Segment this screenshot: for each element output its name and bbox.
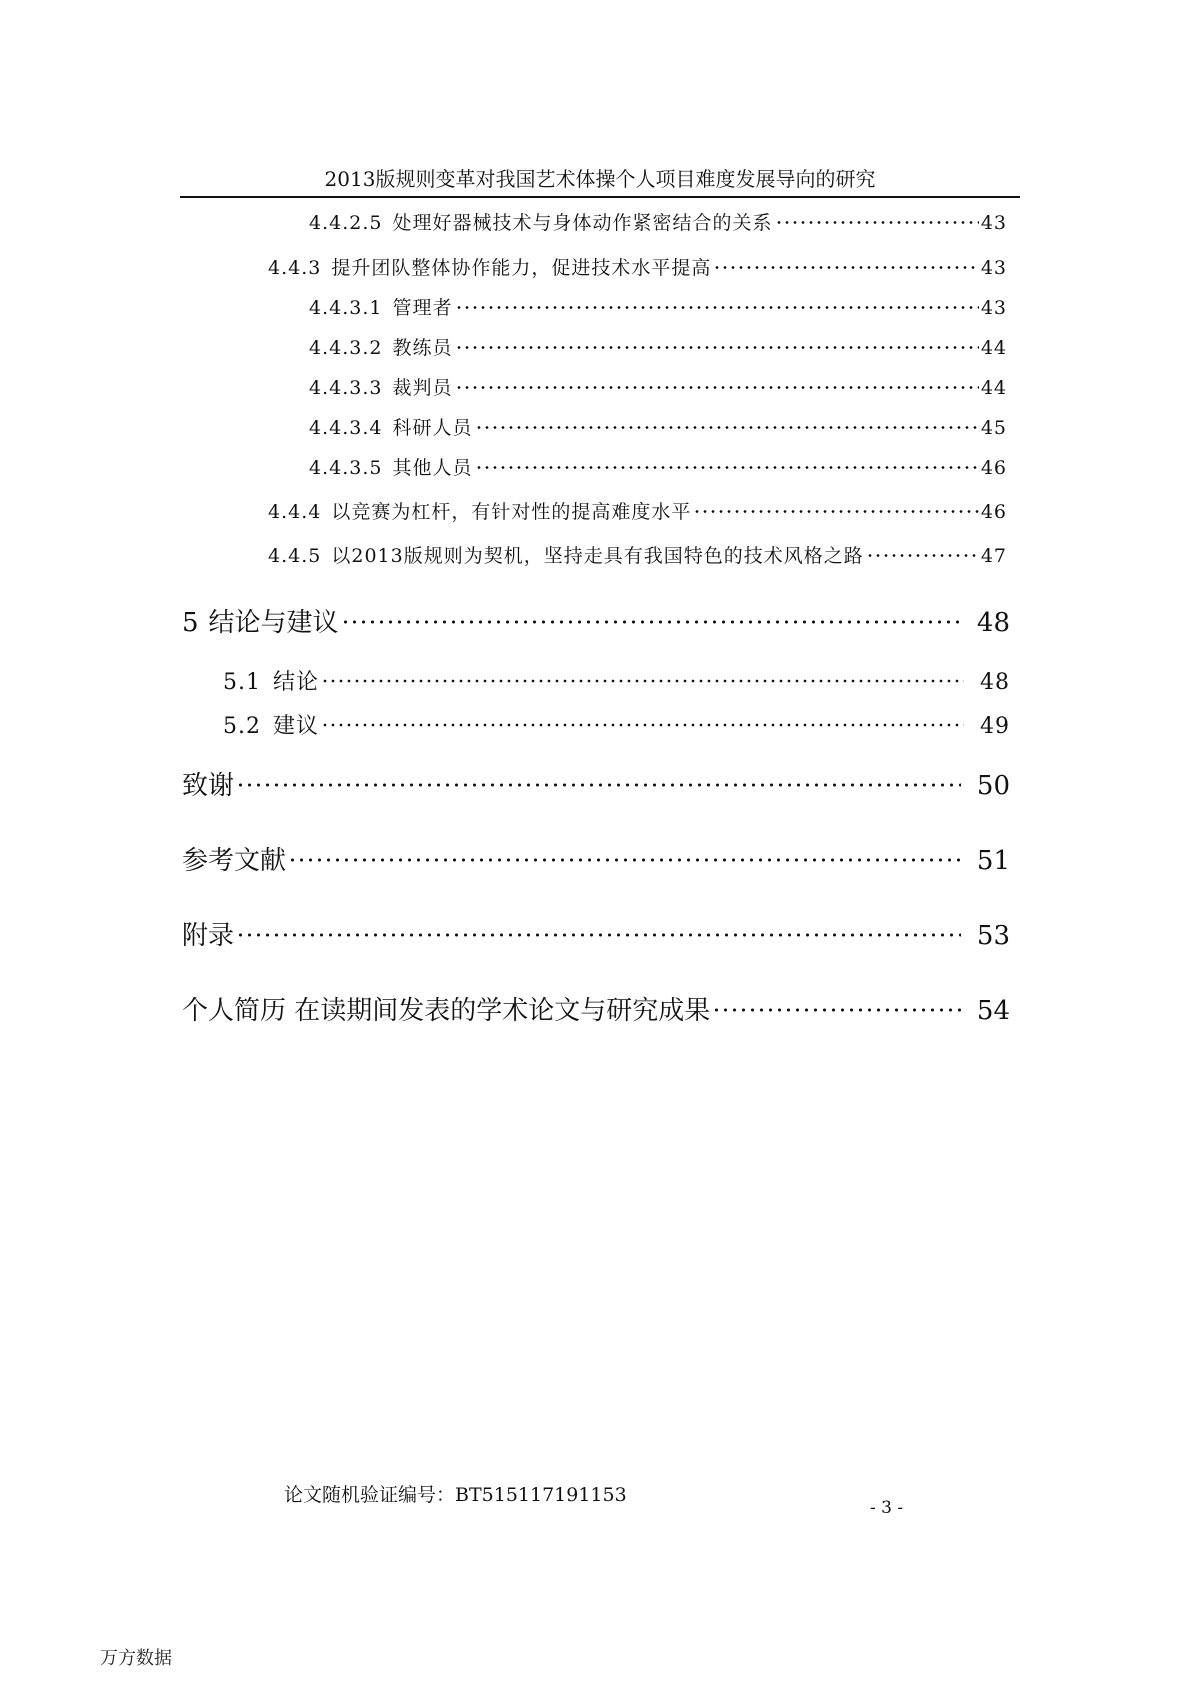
toc-entry[interactable] xyxy=(309,293,1007,320)
toc-entry-chapter[interactable] xyxy=(182,990,1010,1027)
dot-leader xyxy=(775,213,979,232)
toc-entry[interactable] xyxy=(309,413,1007,440)
dot-leader xyxy=(713,258,978,277)
toc-title: 结论与建议 xyxy=(208,608,339,638)
toc-number: 4.4.3.4 xyxy=(309,417,383,439)
toc-page: 54 xyxy=(976,996,1010,1026)
toc-number: 4.4.4 xyxy=(268,501,322,523)
toc-entry[interactable] xyxy=(268,497,1007,524)
toc-number: 5 xyxy=(182,608,199,638)
toc-number: 4.4.3 xyxy=(268,257,322,279)
dot-leader xyxy=(288,847,961,873)
running-header-title: 2013版规则变革对我国艺术体操个人项目难度发展导向的研究 xyxy=(324,167,876,191)
toc-title: 以竞赛为杠杆，有针对性的提高难度水平 xyxy=(331,501,692,523)
toc-entry[interactable] xyxy=(309,208,1007,235)
dot-leader xyxy=(236,922,961,948)
dot-leader xyxy=(321,714,964,736)
toc-page: 46 xyxy=(980,457,1007,479)
toc-number: 4.4.5 xyxy=(268,545,322,567)
toc-number: 4.4.2.5 xyxy=(309,212,383,234)
toc-entry-chapter[interactable] xyxy=(182,765,1010,802)
toc-title: 教练员 xyxy=(392,337,453,359)
toc-entry-chapter[interactable] xyxy=(182,840,1010,877)
toc-page: 50 xyxy=(976,771,1010,801)
toc-number: 4.4.3.2 xyxy=(309,337,383,359)
toc-number: 4.4.3.5 xyxy=(309,457,383,479)
toc-page: 49 xyxy=(980,714,1010,739)
dot-leader xyxy=(866,546,979,565)
toc-title: 以2013版规则为契机，坚持走具有我国特色的技术风格之路 xyxy=(331,545,864,567)
toc-page: 43 xyxy=(980,297,1007,319)
toc-entry[interactable] xyxy=(268,541,1007,568)
toc-entry-section[interactable] xyxy=(223,709,1010,740)
toc-number: 4.4.3.1 xyxy=(309,297,383,319)
dot-leader xyxy=(341,609,961,635)
toc-title: 管理者 xyxy=(392,297,453,319)
toc-number: 4.4.3.3 xyxy=(309,377,383,399)
toc-entry-chapter[interactable] xyxy=(182,602,1010,639)
toc-title: 建议 xyxy=(273,714,320,739)
toc-entry-section[interactable] xyxy=(223,665,1010,696)
dot-leader xyxy=(321,670,964,692)
toc-title: 个人简历 在读期间发表的学术论文与研究成果 xyxy=(182,996,711,1026)
toc-page: 46 xyxy=(980,501,1007,523)
toc-title: 提升团队整体协作能力，促进技术水平提高 xyxy=(331,257,712,279)
toc-page: 51 xyxy=(976,846,1010,876)
toc-title: 附录 xyxy=(182,921,235,951)
toc-title: 裁判员 xyxy=(392,377,453,399)
dot-leader xyxy=(475,458,979,477)
header-rule xyxy=(180,196,1020,198)
toc-page: 43 xyxy=(980,257,1007,279)
toc-page: 47 xyxy=(980,545,1007,567)
dot-leader xyxy=(455,298,979,317)
toc-title: 其他人员 xyxy=(392,457,473,479)
dot-leader xyxy=(712,997,961,1023)
dot-leader xyxy=(693,502,978,521)
toc-title: 致谢 xyxy=(182,771,235,801)
dot-leader xyxy=(236,772,961,798)
page-number: - 3 - xyxy=(870,1498,904,1518)
verification-code: 论文随机验证编号：BT515117191153 xyxy=(284,1484,627,1506)
toc-entry[interactable] xyxy=(309,453,1007,480)
toc-title: 参考文献 xyxy=(182,846,287,876)
dot-leader xyxy=(455,338,979,357)
toc-page: 48 xyxy=(980,670,1010,695)
dot-leader xyxy=(475,418,979,437)
toc-number: 5.2 xyxy=(223,714,261,739)
toc-title: 科研人员 xyxy=(392,417,473,439)
toc-entry[interactable] xyxy=(309,373,1007,400)
toc-title: 处理好器械技术与身体动作紧密结合的关系 xyxy=(392,212,773,234)
toc-number: 5.1 xyxy=(223,670,261,695)
toc-entry[interactable] xyxy=(268,253,1007,280)
wanfang-watermark: 万方数据 xyxy=(100,1648,172,1669)
toc-page: 44 xyxy=(980,377,1007,399)
toc-page: 48 xyxy=(976,608,1010,638)
toc-entry[interactable] xyxy=(309,333,1007,360)
toc-entry-chapter[interactable] xyxy=(182,915,1010,952)
toc-page: 44 xyxy=(980,337,1007,359)
toc-page: 45 xyxy=(980,417,1007,439)
toc-title: 结论 xyxy=(273,670,320,695)
dot-leader xyxy=(455,378,979,397)
toc-page: 43 xyxy=(980,212,1007,234)
toc-page: 53 xyxy=(976,921,1010,951)
